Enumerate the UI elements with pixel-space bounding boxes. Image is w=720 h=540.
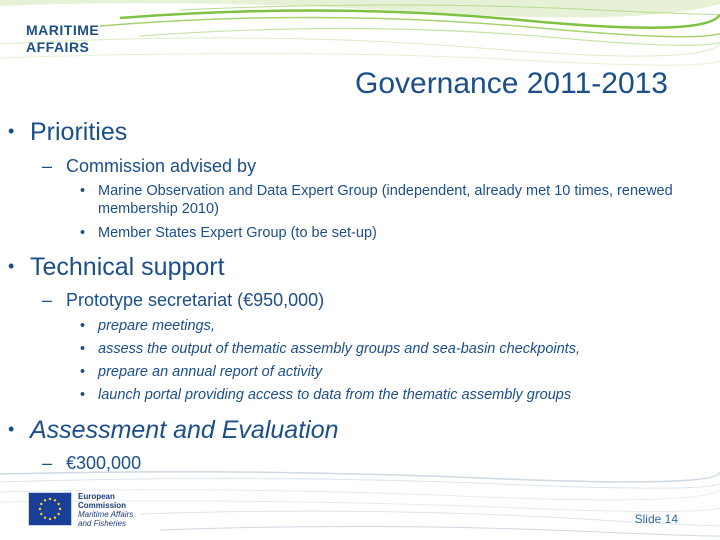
dash-icon: – — [42, 156, 53, 176]
list-item — [80, 386, 680, 404]
bullet-icon: • — [80, 318, 86, 334]
bullet-icon: • — [8, 121, 15, 141]
bullet-technical-support — [8, 251, 225, 282]
bullet-assessment — [8, 414, 339, 445]
sub-bullet-commission — [42, 155, 256, 177]
department-line-1: MARITIME — [26, 22, 100, 38]
bullet-priorities — [8, 116, 127, 147]
dash-icon: – — [42, 290, 53, 310]
list-item-text: prepare an annual report of activity — [98, 364, 323, 380]
list-item — [80, 340, 680, 358]
slide-number: Slide 14 — [634, 512, 678, 526]
commission-logo-text — [78, 492, 133, 528]
bullet-text: Technical support — [30, 253, 225, 281]
list-item-text: assess the output of thematic assembly groups and sea-basin checkpoints, — [98, 341, 580, 357]
department-line-2: AFFAIRS — [26, 39, 90, 55]
list-item — [80, 317, 680, 335]
bullet-icon: • — [80, 183, 86, 199]
list-item-text: launch portal providing access to data from the thematic assembly groups — [98, 387, 572, 403]
list-item-text: prepare meetings, — [98, 318, 215, 334]
sub-bullet-text: Commission advised by — [66, 156, 257, 176]
bullet-text: Priorities — [30, 118, 128, 146]
logo-line-2: Commission — [78, 501, 127, 510]
bullet-icon: • — [80, 364, 86, 380]
logo-line-3: Maritime Affairs — [78, 510, 134, 519]
slide-title: Governance 2011-2013 — [354, 67, 668, 100]
sub-bullet-text: €300,000 — [66, 453, 142, 473]
bullet-icon: • — [80, 225, 86, 241]
list-item — [80, 182, 680, 218]
bullet-text: Assessment and Evaluation — [30, 416, 339, 444]
list-item-text: Marine Observation and Data Expert Group (independent, already met 10 times, renewed membership 2010) — [98, 183, 673, 217]
bullet-icon: • — [8, 256, 15, 276]
dash-icon: – — [42, 453, 53, 473]
bullet-icon: • — [80, 341, 86, 357]
eu-flag-logo — [28, 492, 72, 526]
sub-bullet-text: Prototype secretariat (€950,000) — [66, 290, 325, 310]
logo-line-1: European — [78, 492, 115, 501]
list-item — [80, 363, 680, 381]
list-item — [80, 224, 680, 242]
bullet-icon: • — [80, 387, 86, 403]
list-item-text: Member States Expert Group (to be set-up) — [98, 225, 377, 241]
logo-line-4: and Fisheries — [78, 519, 127, 528]
bullet-icon: • — [8, 419, 15, 439]
sub-bullet-secretariat — [42, 289, 324, 311]
